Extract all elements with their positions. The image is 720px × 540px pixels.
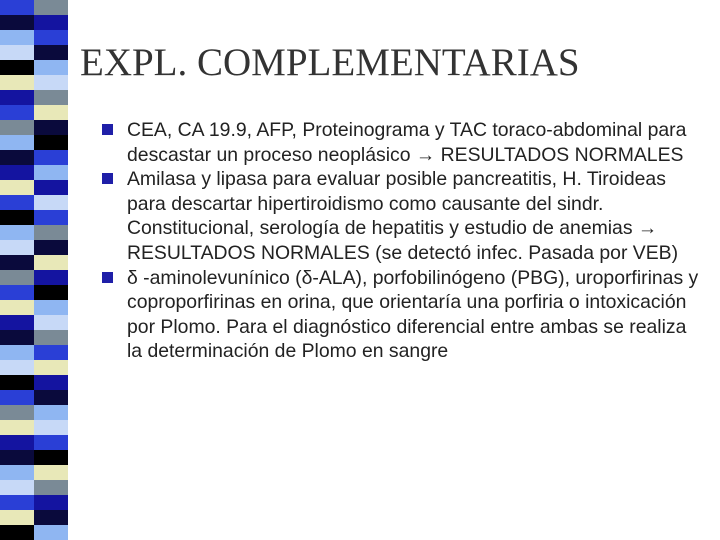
stripe-cell [34, 525, 68, 540]
stripe-row [0, 405, 68, 420]
bullet-item [102, 266, 702, 364]
stripe-cell [0, 15, 34, 30]
stripe-cell [0, 480, 34, 495]
stripe-row [0, 525, 68, 540]
stripe-row [0, 90, 68, 105]
stripe-row [0, 480, 68, 495]
stripe-row [0, 315, 68, 330]
stripe-cell [34, 150, 68, 165]
stripe-row [0, 225, 68, 240]
stripe-cell [0, 45, 34, 60]
stripe-cell [0, 180, 34, 195]
stripe-row [0, 0, 68, 15]
stripe-cell [0, 240, 34, 255]
stripe-cell [34, 510, 68, 525]
stripe-cell [0, 300, 34, 315]
stripe-row [0, 285, 68, 300]
slide-title: EXPL. COMPLEMENTARIAS [80, 41, 580, 84]
stripe-row [0, 105, 68, 120]
stripe-cell [34, 30, 68, 45]
stripe-row [0, 45, 68, 60]
stripe-row [0, 240, 68, 255]
stripe-cell [34, 135, 68, 150]
stripe-cell [34, 195, 68, 210]
stripe-cell [0, 435, 34, 450]
stripe-cell [34, 450, 68, 465]
stripe-cell [34, 225, 68, 240]
stripe-cell [34, 300, 68, 315]
stripe-row [0, 30, 68, 45]
stripe-row [0, 195, 68, 210]
stripe-row [0, 60, 68, 75]
stripe-cell [34, 105, 68, 120]
stripe-cell [34, 345, 68, 360]
stripe-cell [34, 360, 68, 375]
stripe-cell [0, 465, 34, 480]
stripe-row [0, 420, 68, 435]
stripe-cell [34, 405, 68, 420]
stripe-cell [0, 450, 34, 465]
stripe-row [0, 450, 68, 465]
stripe-cell [0, 270, 34, 285]
stripe-cell [34, 315, 68, 330]
stripe-cell [0, 345, 34, 360]
stripe-cell [34, 15, 68, 30]
stripe-cell [34, 435, 68, 450]
stripe-cell [34, 60, 68, 75]
bullet-text: Amilasa y lipasa para evaluar posible pancreatitis, H. Tiroideas para descartar hipertiroidismo como causante del sindr. Constitucional, serología de hepatitis y estudio de anemias → RESULTADOS NORMALES (se detectó infec. Pasada por VEB) [127, 168, 679, 264]
stripe-cell [34, 465, 68, 480]
stripe-cell [34, 75, 68, 90]
stripe-cell [0, 420, 34, 435]
stripe-cell [0, 360, 34, 375]
stripe-cell [0, 285, 34, 300]
stripe-cell [34, 0, 68, 15]
stripe-cell [0, 135, 34, 150]
stripe-row [0, 255, 68, 270]
stripe-cell [34, 390, 68, 405]
bullet-square-icon [102, 124, 113, 135]
stripe-cell [0, 75, 34, 90]
bullet-item [102, 118, 702, 167]
stripe-cell [0, 510, 34, 525]
stripe-row [0, 495, 68, 510]
stripe-row [0, 390, 68, 405]
stripe-cell [34, 210, 68, 225]
stripe-row [0, 165, 68, 180]
stripe-cell [34, 255, 68, 270]
stripe-row [0, 120, 68, 135]
stripe-cell [34, 120, 68, 135]
stripe-cell [0, 255, 34, 270]
stripe-cell [34, 270, 68, 285]
stripe-row [0, 180, 68, 195]
stripe-row [0, 210, 68, 225]
stripe-cell [34, 180, 68, 195]
bullet-list [102, 118, 702, 364]
stripe-row [0, 135, 68, 150]
stripe-cell [0, 525, 34, 540]
bullet-square-icon [102, 272, 113, 283]
stripe-cell [34, 165, 68, 180]
stripe-cell [0, 330, 34, 345]
stripe-cell [0, 210, 34, 225]
stripe-cell [34, 480, 68, 495]
stripe-row [0, 510, 68, 525]
stripe-row [0, 435, 68, 450]
stripe-cell [34, 495, 68, 510]
stripe-cell [34, 240, 68, 255]
stripe-row [0, 375, 68, 390]
decorative-stripe [0, 0, 68, 540]
stripe-cell [0, 165, 34, 180]
stripe-row [0, 330, 68, 345]
stripe-cell [34, 330, 68, 345]
stripe-cell [0, 150, 34, 165]
stripe-row [0, 15, 68, 30]
stripe-row [0, 150, 68, 165]
bullet-square-icon [102, 173, 113, 184]
bullet-item [102, 167, 702, 265]
stripe-cell [34, 420, 68, 435]
stripe-cell [0, 120, 34, 135]
stripe-cell [0, 60, 34, 75]
bullet-text: δ -aminolevunínico (δ-ALA), porfobilinógeno (PBG), uroporfirinas y coproporfirinas en orina, que orientaría una porfiria o intoxicación por Plomo. Para el diagnóstico diferencial entre ambas se realiza la determinación de Plomo en sangre [127, 266, 699, 363]
stripe-cell [0, 195, 34, 210]
stripe-cell [34, 375, 68, 390]
stripe-cell [0, 225, 34, 240]
stripe-cell [0, 90, 34, 105]
stripe-cell [0, 405, 34, 420]
stripe-row [0, 360, 68, 375]
stripe-cell [0, 0, 34, 15]
stripe-row [0, 465, 68, 480]
stripe-cell [34, 45, 68, 60]
stripe-row [0, 270, 68, 285]
bullet-text: CEA, CA 19.9, AFP, Proteinograma y TAC toraco-abdominal para descastar un proceso neoplásico → RESULTADOS NORMALES [127, 119, 687, 166]
stripe-cell [0, 315, 34, 330]
stripe-row [0, 75, 68, 90]
stripe-cell [34, 285, 68, 300]
stripe-cell [0, 375, 34, 390]
stripe-row [0, 300, 68, 315]
stripe-cell [34, 90, 68, 105]
stripe-cell [0, 105, 34, 120]
stripe-cell [0, 390, 34, 405]
stripe-cell [0, 495, 34, 510]
stripe-row [0, 345, 68, 360]
stripe-cell [0, 30, 34, 45]
